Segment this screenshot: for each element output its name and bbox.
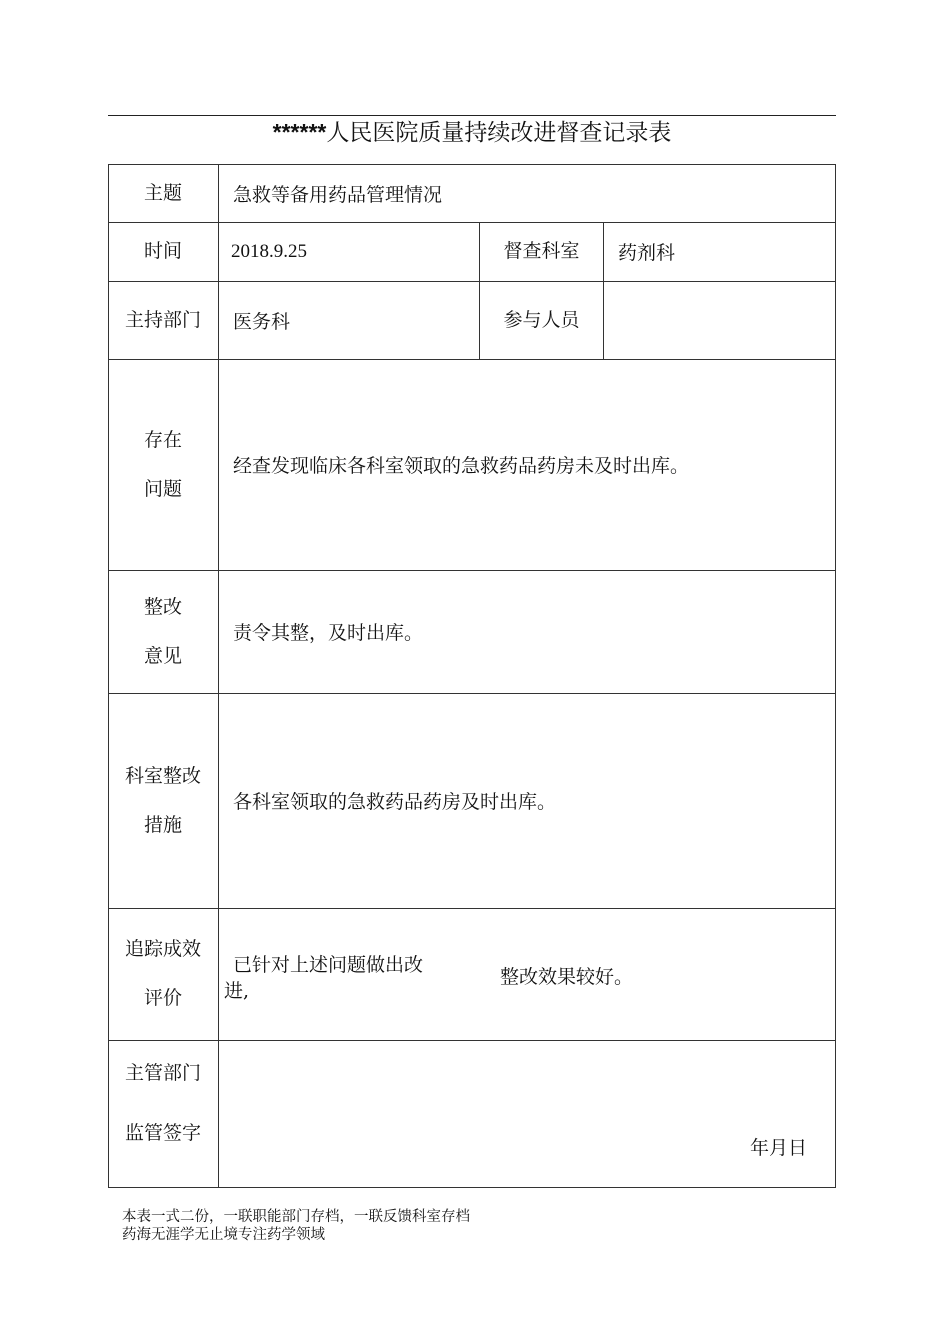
time-value: 2018.9.25 xyxy=(231,240,307,262)
supervision-date: 年月日 xyxy=(750,1137,808,1159)
tracking-label: 追踪成效 评价 xyxy=(124,938,201,1009)
topic-value: 急救等备用药品管理情况 xyxy=(233,183,443,206)
problems-label: 存在 问题 xyxy=(143,428,182,500)
host-dept-label: 主持部门 xyxy=(124,308,201,331)
dept-measures-value: 各科室领取的急救药品药房及时出库。 xyxy=(233,791,557,813)
participants-value xyxy=(604,281,835,359)
inspected-dept-value: 药剂科 xyxy=(618,242,676,264)
title-main: 人民医院质量持续改进督查记录表 xyxy=(326,120,672,146)
title-prefix: ****** xyxy=(272,119,327,145)
dept-measures-label: 科室整改 措施 xyxy=(124,764,201,836)
rectification-opinion-value: 责令其整，及时出库。 xyxy=(233,622,424,644)
time-label: 时间 xyxy=(143,240,182,262)
topic-label: 主题 xyxy=(143,181,182,204)
participants-label: 参与人员 xyxy=(503,308,580,331)
inspected-dept-label: 督查科室 xyxy=(503,240,580,262)
rectification-opinion-label: 整改 意见 xyxy=(143,595,182,667)
tracking-value-part2: 整改效果较好。 xyxy=(500,966,634,988)
supervision-label: 主管部门 监管签字 xyxy=(124,1062,201,1144)
host-dept-value: 医务科 xyxy=(233,310,291,333)
footer-note-line1: 本表一式二份，一联职能部门存档，一联反馈科室存档 xyxy=(122,1209,470,1225)
tracking-value-part1: 已针对上述问题做出改 进, xyxy=(224,954,424,1002)
table-border-right xyxy=(835,164,836,1188)
footer-note-line2: 药海无涯学无止境专注药学领域 xyxy=(122,1227,325,1243)
document-title xyxy=(108,116,836,149)
problems-value: 经查发现临床各科室领取的急救药品药房未及时出库。 xyxy=(233,455,690,477)
record-table xyxy=(108,164,836,1188)
